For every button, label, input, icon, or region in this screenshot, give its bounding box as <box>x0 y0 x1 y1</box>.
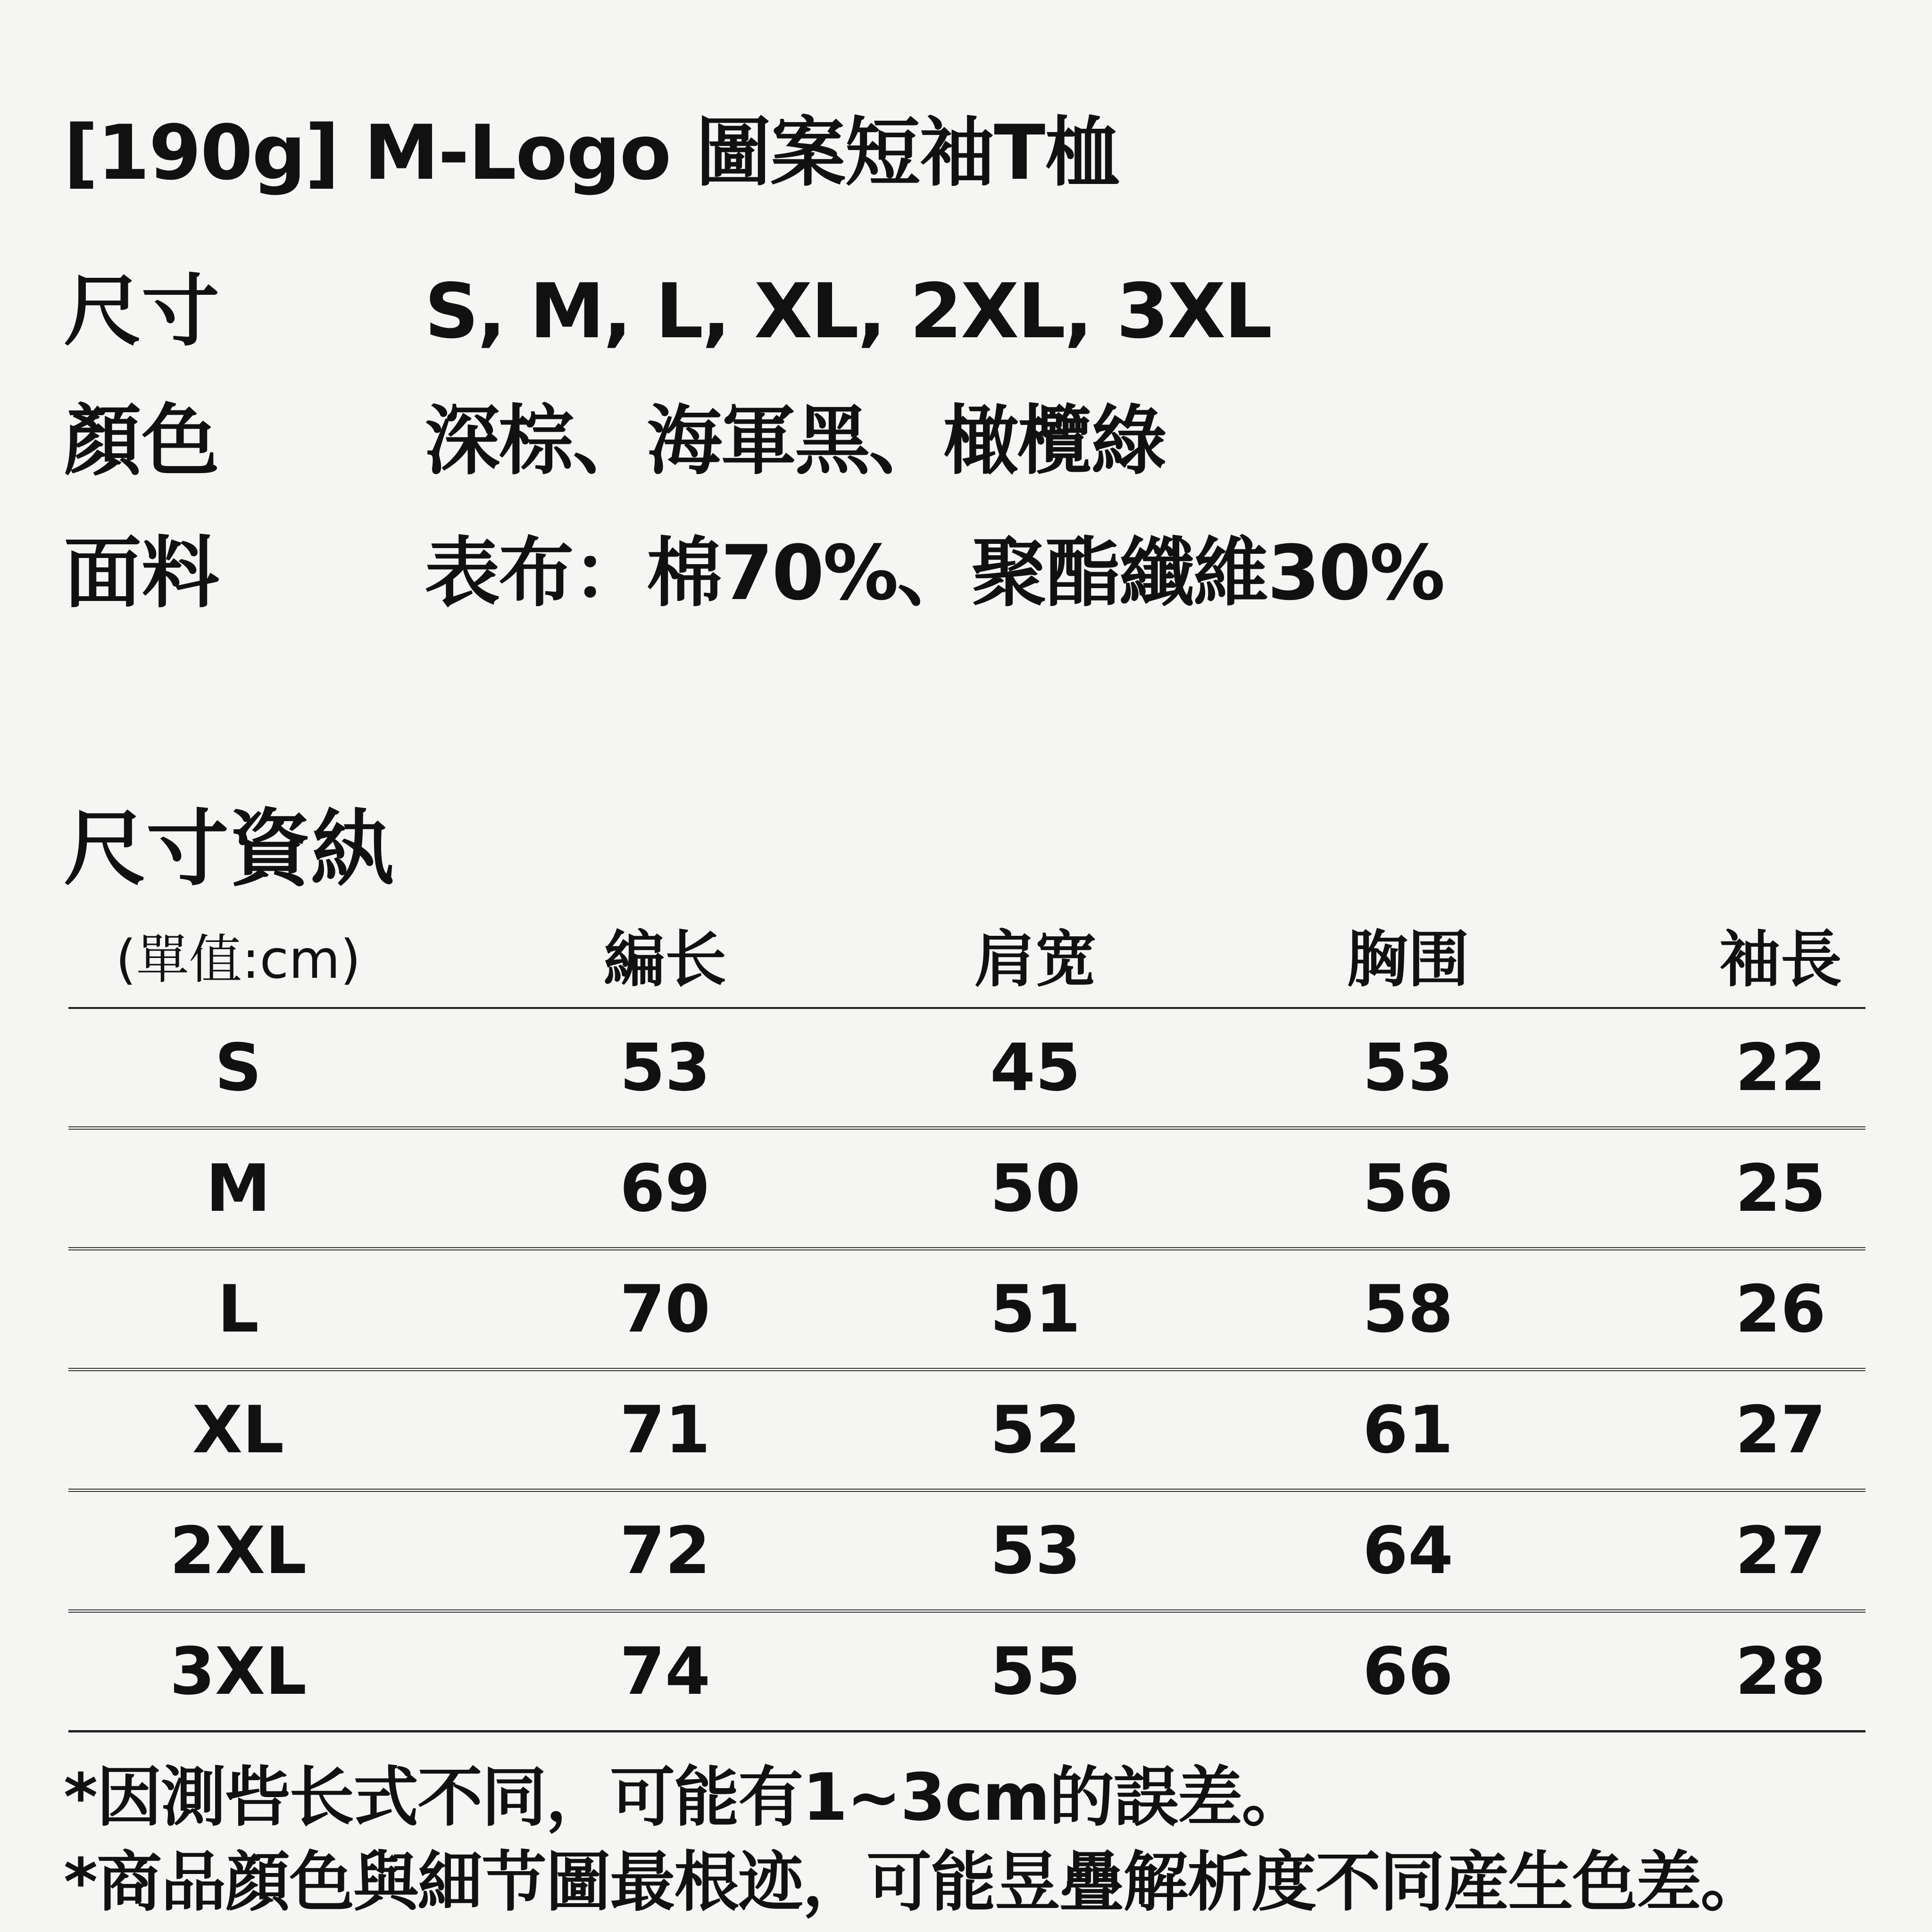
chest-cell: 66 <box>1362 1633 1454 1709</box>
spec-label: 尺寸 <box>64 266 219 357</box>
table-row <box>68 1371 1865 1492</box>
note-measurement: *因測呰长式不同，可能有1~3cm的誤差。 <box>64 1759 1306 1835</box>
spec-value: 深棕、海軍黑、橄欖綠 <box>425 397 1166 485</box>
size-chart-title: 尺寸資紈 <box>64 801 394 897</box>
size-cell: S <box>215 1030 262 1106</box>
table-row <box>68 1492 1865 1613</box>
length-cell: 72 <box>619 1513 711 1589</box>
sleeve-cell: 25 <box>1735 1150 1826 1226</box>
table-row <box>68 1613 1865 1732</box>
length-cell: 70 <box>619 1271 711 1347</box>
table-row <box>68 1250 1865 1371</box>
size-cell: 3XL <box>169 1633 307 1709</box>
sleeve-cell: 26 <box>1735 1271 1826 1347</box>
size-cell: 2XL <box>169 1513 307 1589</box>
table-row <box>68 1130 1865 1250</box>
size-cell: XL <box>192 1392 284 1468</box>
spec-label: 顏色 <box>64 396 219 486</box>
sleeve-cell: 22 <box>1735 1030 1826 1106</box>
chest-cell: 58 <box>1362 1271 1454 1347</box>
size-cell: L <box>217 1271 259 1347</box>
spec-value: S, M, L, XL, 2XL, 3XL <box>425 267 1271 355</box>
note-color: *商品顔色與細节圖最根迹，可能昱疊解析度不同産生色差。 <box>64 1844 1765 1920</box>
header-length: 編长 <box>603 924 726 995</box>
shoulder-cell: 50 <box>990 1150 1081 1226</box>
size-table-header <box>68 896 1865 1009</box>
chest-cell: 56 <box>1362 1150 1454 1226</box>
length-cell: 71 <box>619 1392 711 1468</box>
length-cell: 74 <box>619 1633 711 1709</box>
shoulder-cell: 53 <box>990 1513 1081 1589</box>
shoulder-cell: 45 <box>990 1030 1081 1106</box>
shoulder-cell: 52 <box>990 1392 1081 1468</box>
chest-cell: 53 <box>1362 1030 1454 1106</box>
chest-cell: 61 <box>1362 1392 1454 1468</box>
unit-label: (單值:cm) <box>116 929 361 991</box>
sleeve-cell: 28 <box>1735 1633 1826 1709</box>
size-table <box>68 896 1865 1732</box>
spec-value: 表布：棉70%、聚酯纖維30% <box>425 529 1444 617</box>
sleeve-cell: 27 <box>1735 1392 1826 1468</box>
shoulder-cell: 55 <box>990 1633 1081 1709</box>
shoulder-cell: 51 <box>990 1271 1081 1347</box>
product-title: [190g] M-Logo 圖案短袖T桖 <box>64 108 1119 197</box>
spec-label: 面料 <box>64 528 219 618</box>
length-cell: 69 <box>619 1150 711 1226</box>
size-cell: M <box>206 1150 271 1226</box>
header-sleeve: 袖長 <box>1719 924 1842 995</box>
sleeve-cell: 27 <box>1735 1513 1826 1589</box>
header-chest: 胸围 <box>1346 924 1469 995</box>
header-shoulder: 肩宽 <box>974 924 1097 995</box>
length-cell: 53 <box>619 1030 711 1106</box>
chest-cell: 64 <box>1362 1513 1454 1589</box>
table-row <box>68 1009 1865 1130</box>
